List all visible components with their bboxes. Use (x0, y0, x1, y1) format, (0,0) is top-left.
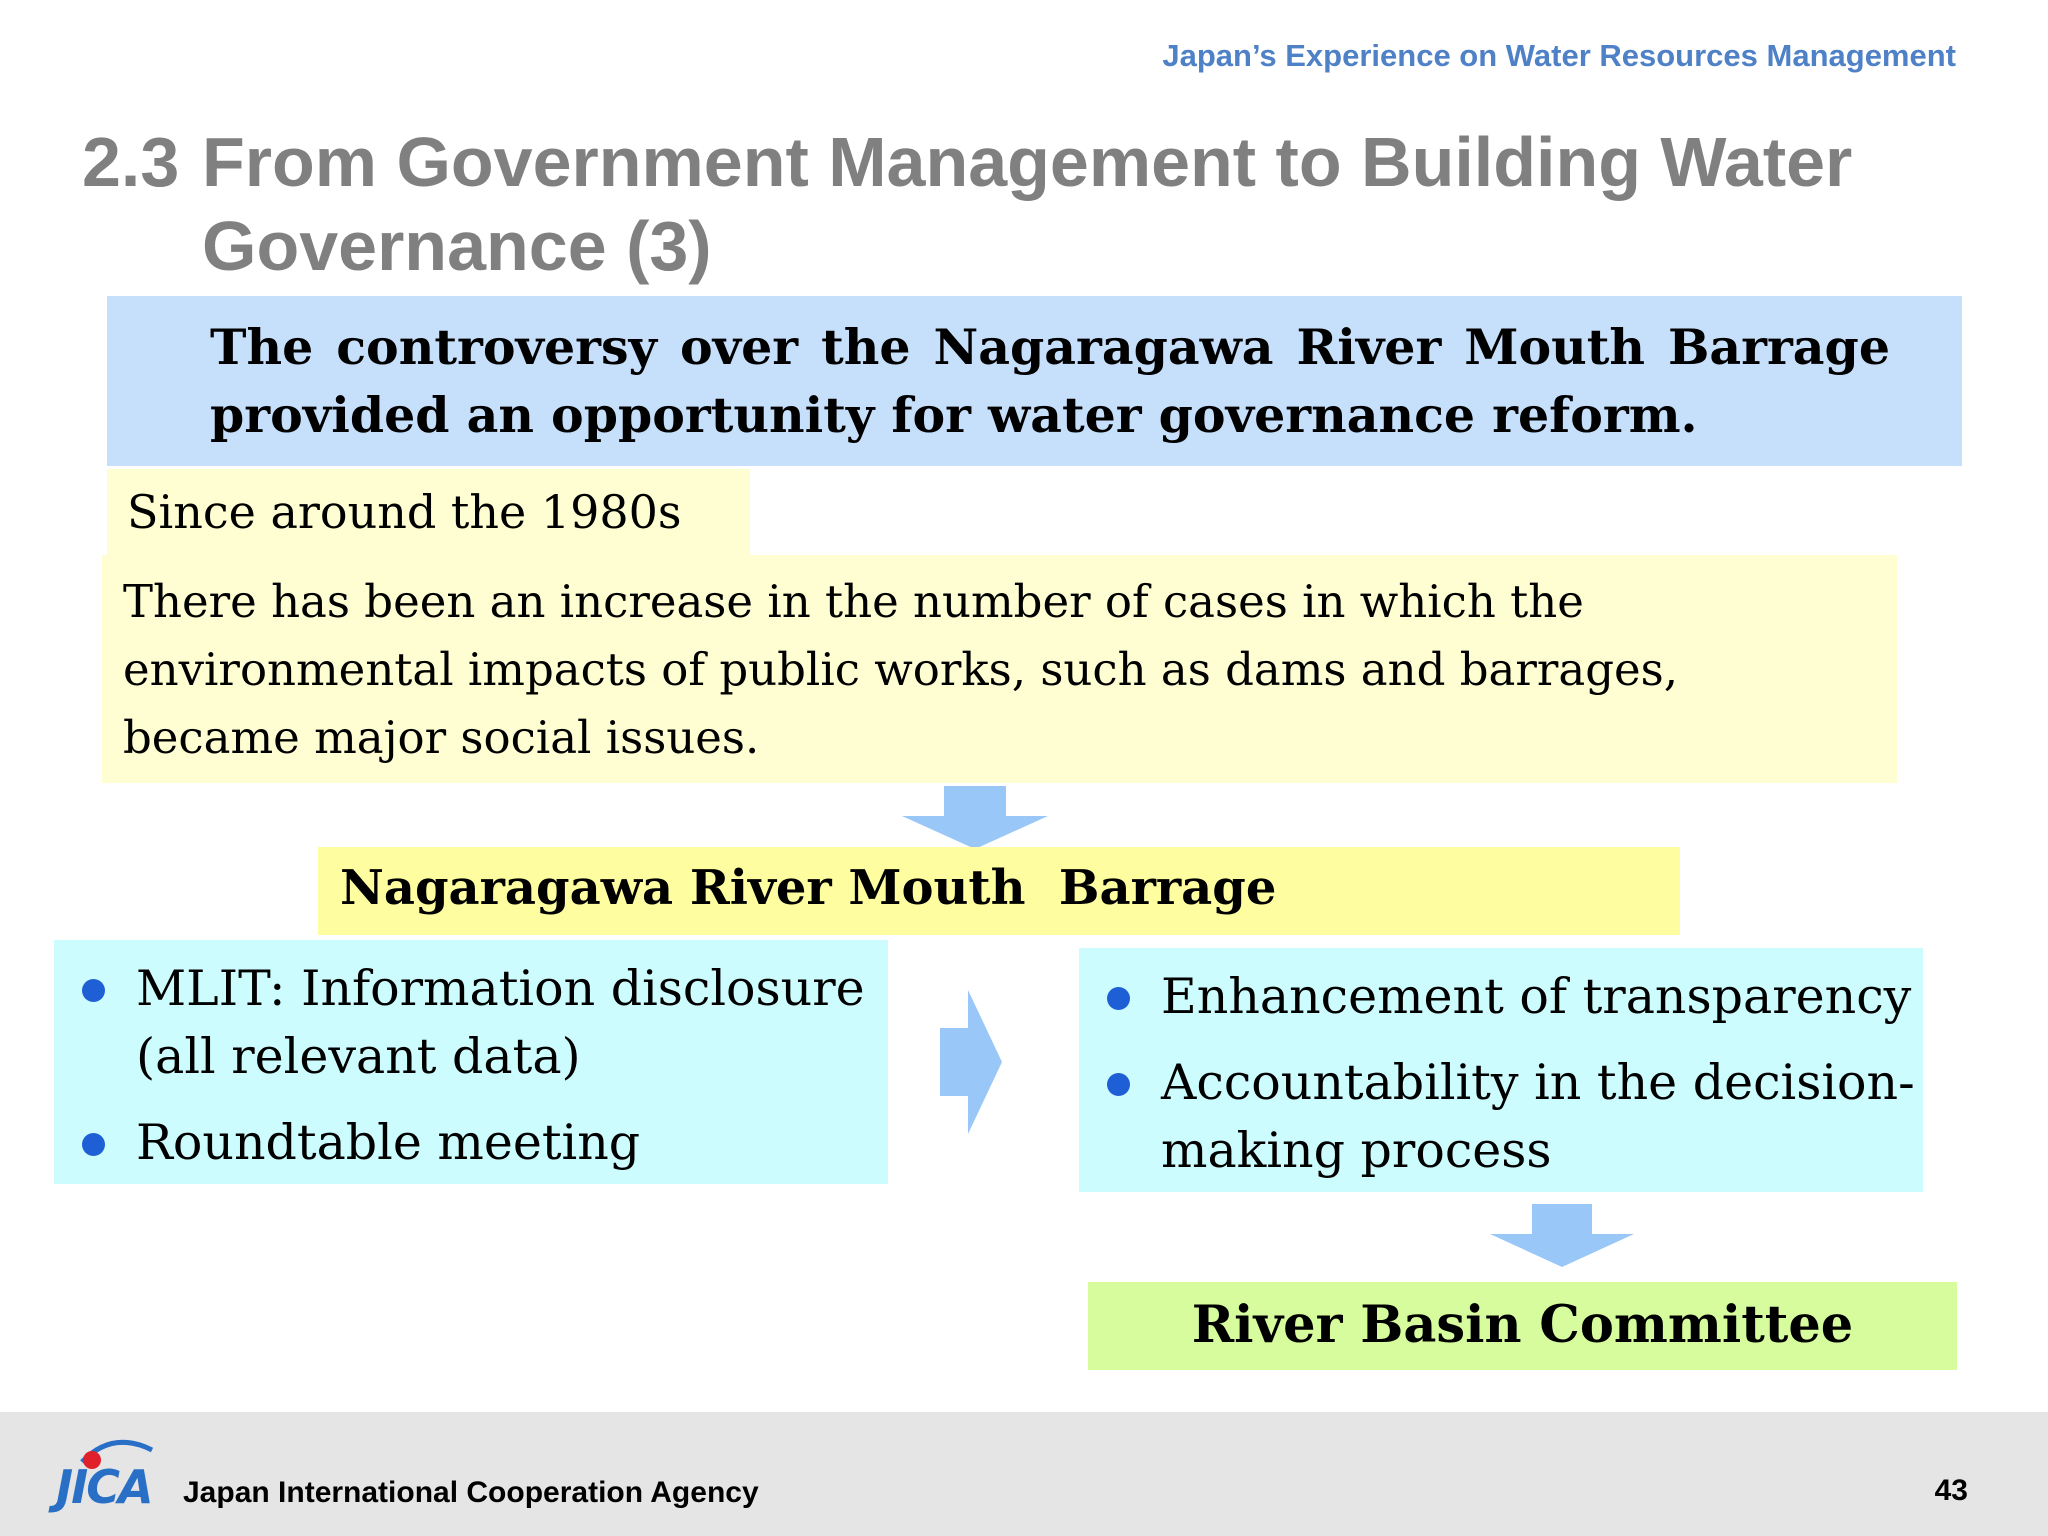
footer-bar (0, 1412, 2048, 1536)
logo-text: JICA (56, 1460, 152, 1514)
series-title: Japan’s Experience on Water Resources Management (1162, 38, 1956, 73)
organization-name: Japan International Cooperation Agency (183, 1476, 759, 1509)
list-item-line: Accountability in the decision- (1161, 1054, 1915, 1111)
page-title (82, 120, 1982, 288)
list-item (54, 955, 888, 1091)
case-title: Nagaragawa River Mouth Barrage (340, 860, 1277, 916)
down-arrow-icon (900, 786, 1050, 850)
bullet-dot-icon (82, 979, 105, 1002)
outcomes-list (1079, 963, 1923, 1185)
context-description-line: environmental impacts of public works, such as dams and barrages, (123, 643, 1679, 696)
result-title: River Basin Committee (1191, 1295, 1854, 1355)
context-description-line: There has been an increase in the number of cases in which the (123, 575, 1584, 628)
list-item-line: (all relevant data) (136, 1028, 581, 1085)
title-number: 2.3 (82, 123, 180, 201)
bullet-dot-icon (1107, 1073, 1130, 1096)
list-item (54, 1109, 888, 1177)
down-arrow-icon (1488, 1204, 1636, 1268)
title-line-1: From Government Management to Building Water (202, 123, 1853, 201)
bullet-dot-icon (1107, 987, 1130, 1010)
right-arrow-icon (938, 988, 1004, 1136)
list-item-line: MLIT: Information disclosure (136, 960, 865, 1017)
actions-list (54, 955, 888, 1177)
bullet-dot-icon (82, 1133, 105, 1156)
period-label: Since around the 1980s (127, 485, 682, 539)
jica-logo-icon (52, 1430, 162, 1514)
list-item-line: Roundtable meeting (136, 1114, 641, 1171)
page-number: 43 (1934, 1474, 1968, 1507)
list-item (1079, 963, 1923, 1031)
list-item-line: Enhancement of transparency (1161, 968, 1912, 1025)
list-item (1079, 1049, 1923, 1185)
headline-text: The controversy over the Nagaragawa River Mouth Barrage provided an opportunity for water governance reform. (210, 318, 1890, 444)
context-description (123, 568, 1883, 772)
context-description-line: became major social issues. (123, 711, 760, 764)
title-line-2: Governance (3) (202, 207, 712, 285)
list-item-line: making process (1161, 1122, 1552, 1179)
